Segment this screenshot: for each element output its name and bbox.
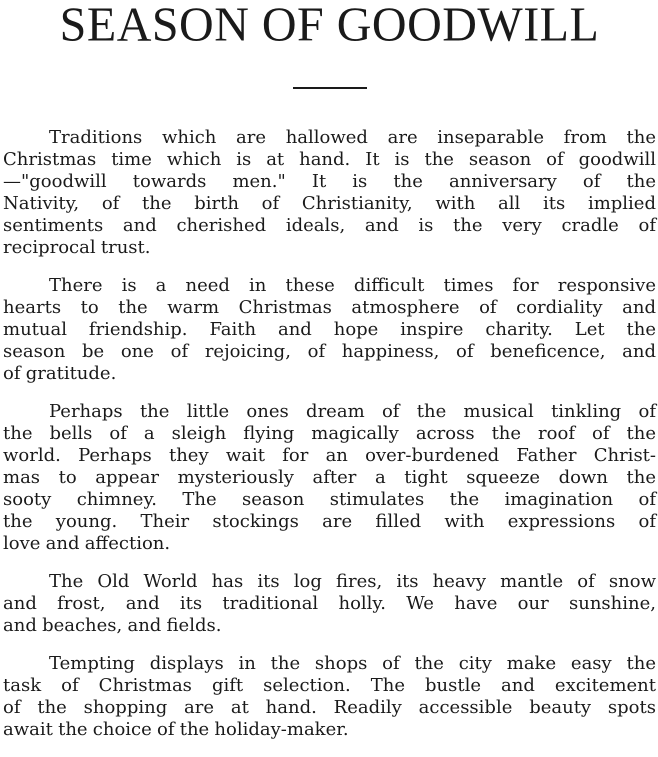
paragraph: [3, 653, 656, 741]
headline-rule: [293, 87, 367, 89]
text-line: sentiments and cherished ideals, and is the very cradle of: [3, 215, 656, 236]
paragraph: [3, 401, 656, 555]
text-line: mas to appear mysteriously after a tight squeeze down the: [3, 467, 656, 488]
text-line: the young. Their stockings are filled with expressions of: [3, 511, 656, 532]
text-line: of the shopping are at hand. Readily accessible beauty spots: [3, 697, 656, 718]
headline: SEASON OF GOODWILL: [59, 0, 600, 52]
text-line: reciprocal trust.: [3, 237, 151, 258]
text-line: and frost, and its traditional holly. We have our sunshine,: [3, 593, 656, 614]
text-line: The Old World has its log fires, its heavy mantle of snow: [49, 571, 656, 592]
text-line: love and affection.: [3, 533, 171, 554]
paragraph: [3, 127, 656, 259]
text-line: Tempting displays in the shops of the city make easy the: [49, 653, 656, 674]
text-line: sooty chimney. The season stimulates the imagination of: [3, 489, 656, 510]
text-line: Traditions which are hallowed are inseparable from the: [49, 127, 656, 148]
text-line: mutual friendship. Faith and hope inspire charity. Let the: [3, 319, 656, 340]
text-line: —"goodwill towards men." It is the anniversary of the: [3, 171, 656, 192]
text-line: the bells of a sleigh flying magically across the roof of the: [3, 423, 656, 444]
article-body: [3, 127, 656, 741]
paragraph: [3, 571, 656, 637]
text-line: season be one of rejoicing, of happiness, of beneficence, and: [3, 341, 656, 362]
text-line: Perhaps the little ones dream of the musical tinkling of: [49, 401, 656, 422]
text-line: There is a need in these difficult times for responsive: [49, 275, 656, 296]
text-line: Christmas time which is at hand. It is the season of goodwill: [3, 149, 656, 170]
text-line: await the choice of the holiday-maker.: [3, 719, 349, 740]
text-line: hearts to the warm Christmas atmosphere of cordiality and: [3, 297, 656, 318]
text-line: task of Christmas gift selection. The bustle and excitement: [3, 675, 656, 696]
text-line: of gratitude.: [3, 363, 117, 384]
paragraph: [3, 275, 656, 385]
text-line: and beaches, and fields.: [3, 615, 222, 636]
text-line: Nativity, of the birth of Christianity, with all its implied: [3, 193, 656, 214]
text-line: world. Perhaps they wait for an over-burdened Father Christ-: [3, 445, 656, 466]
